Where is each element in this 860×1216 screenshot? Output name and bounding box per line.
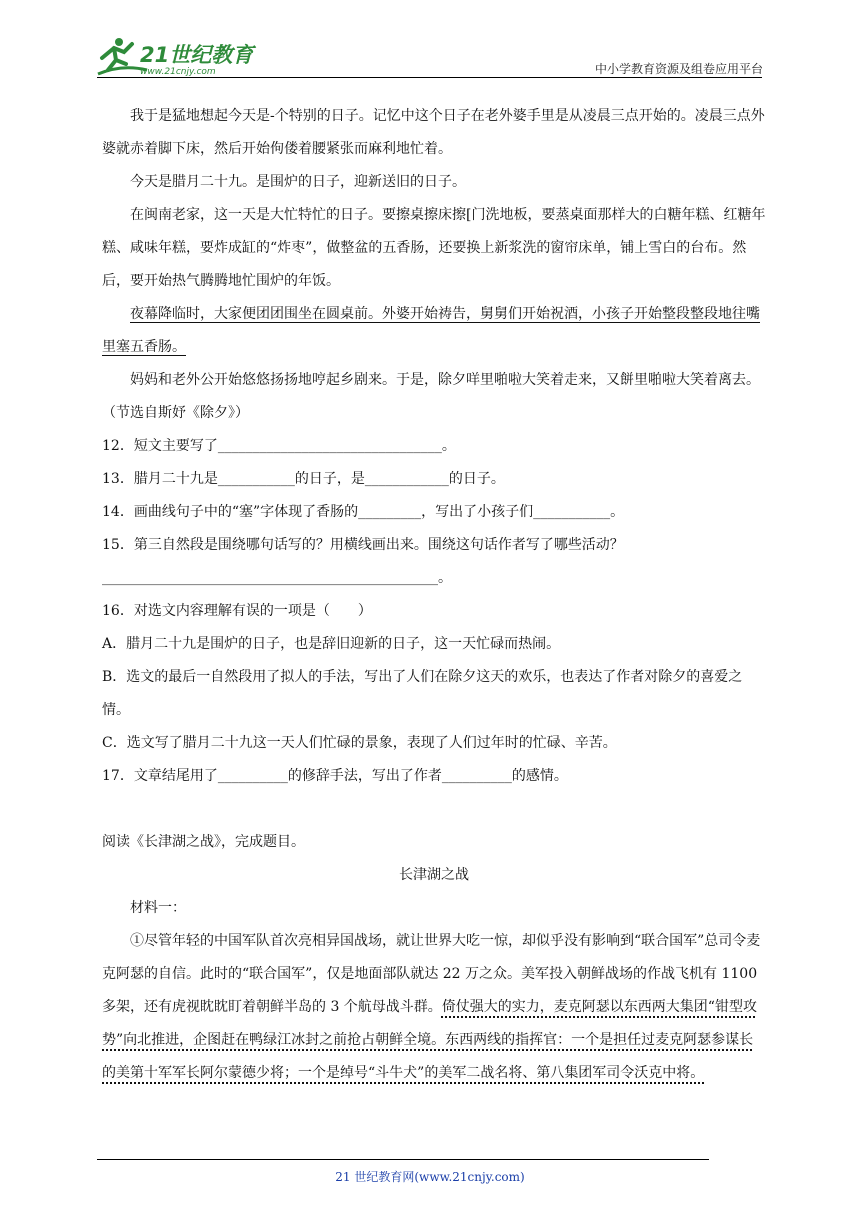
passage2-paragraph-1 (102, 925, 766, 1090)
passage2-title: 长津湖之战 (399, 867, 469, 883)
passage1-paragraph-5: 妈妈和老外公开始悠悠扬扬地哼起乡剧来。于是，除夕咩里啪啦大笑着走来，又餅里啪啦大笑着离去。（节选自斯妤《除夕》） (102, 372, 760, 421)
runner-logo-icon (92, 34, 262, 80)
question-16: 16．对选文内容理解有误的一项是（ ） (102, 603, 372, 619)
question-13: 13．腊月二十九是___________的日子，是____________的日子。 (102, 471, 505, 487)
plain-sentences: ①尽管年轻的中国军队首次亮相异国战场，就让世界大吃一惊，却似乎没有影响到“联合国军”总司令麦克阿瑟的自信。此时的“联合国军”，仅是地面部队就达 22 万之众。美军投入朝鲜战场的作战飞机有 1100 多架，还有虎视眈眈盯着朝鲜半岛的 3 个航母战斗群。 (102, 933, 761, 1015)
question-16-option-a: A．腊月二十九是围炉的日子，也是辞旧迎新的日子，这一天忙碌而热闹。 (102, 636, 561, 652)
passage2-instruction: 阅读《长津湖之战》，完成题目。 (102, 834, 305, 850)
footer-text[interactable]: 21 世纪教育网(www.21cnjy.com) (335, 1170, 525, 1184)
material-label: 材料一： (130, 900, 186, 916)
passage1-paragraph-1: 我于是猛地想起今天是-个特别的日子。记忆中这个日子在老外婆手里是从凌晨三点开始的。凌晨三点外婆就赤着脚下床，然后开始佝偻着腰紧张而麻利地忙着。 (102, 108, 765, 157)
logo-brand-text: 21世纪教育 (140, 43, 254, 67)
dotted-underlined-sentences: 倚仗强大的实力，麦克阿瑟以东西两大集团“钳型攻势”向北推进，企图赶在鸭绿江冰封之前抢占朝鲜全境。东西两线的指挥官：一个是担任过麦克阿瑟参谋长的美第十军军长阿尔蒙德少将；一个是绰号“斗牛犬”的美军二战名将、第八集团军司令沃克中将。 (102, 999, 757, 1081)
passage1-paragraph-2: 今天是腊月二十九。是围炉的日子，迎新送旧的日子。 (130, 174, 466, 190)
logo-url-text: www.21cnjy.com (140, 67, 216, 77)
site-logo (92, 34, 262, 80)
question-15: 15．第三自然段是围绕哪句话写的？用横线画出来。围绕这句话作者写了哪些活动？ (102, 537, 624, 553)
section-spacer (102, 793, 766, 826)
platform-name: 中小学教育资源及组卷应用平台 (594, 62, 763, 76)
passage1-paragraph-3: 在闽南老家，这一天是大忙特忙的日子。要擦桌擦床擦[门洗地板，要蒸桌面那样大的白糖年糕、红糖年糕、咸味年糕，要炸成缸的“炸枣”，做整盆的五香肠，还要换上新浆洗的窗帘床单，铺上雪白的台布。然后，要开始热气腾腾地忙围炉的年饭。 (102, 207, 766, 289)
question-16-option-b: B．选文的最后一自然段用了拟人的手法，写出了人们在除夕这天的欢乐，也表达了作者对除夕的喜爱之情。 (102, 669, 743, 718)
question-17: 17．文章结尾用了__________的修辞手法，写出了作者__________的感情。 (102, 768, 568, 784)
question-12: 12．短文主要写了________________________________。 (102, 438, 456, 454)
underlined-sentence: 夜幕降临时，大家便团团围坐在圆桌前。外婆开始祷告，舅舅们开始祝酒，小孩子开始整段整段地往嘴里塞五香肠。 (102, 306, 760, 355)
question-16-option-c: C．选文写了腊月二十九这一天人们忙碌的景象，表现了人们过年时的忙碌、辛苦。 (102, 735, 617, 751)
passage1-paragraph-4 (102, 298, 766, 364)
question-14: 14．画曲线句子中的“塞”字体现了香肠的_________，写出了小孩子们___________。 (102, 504, 625, 520)
footer-divider (97, 1159, 709, 1160)
header-divider (97, 77, 762, 78)
document-body (102, 100, 766, 1090)
question-15-answer-line: ________________________________________________。 (102, 570, 452, 586)
